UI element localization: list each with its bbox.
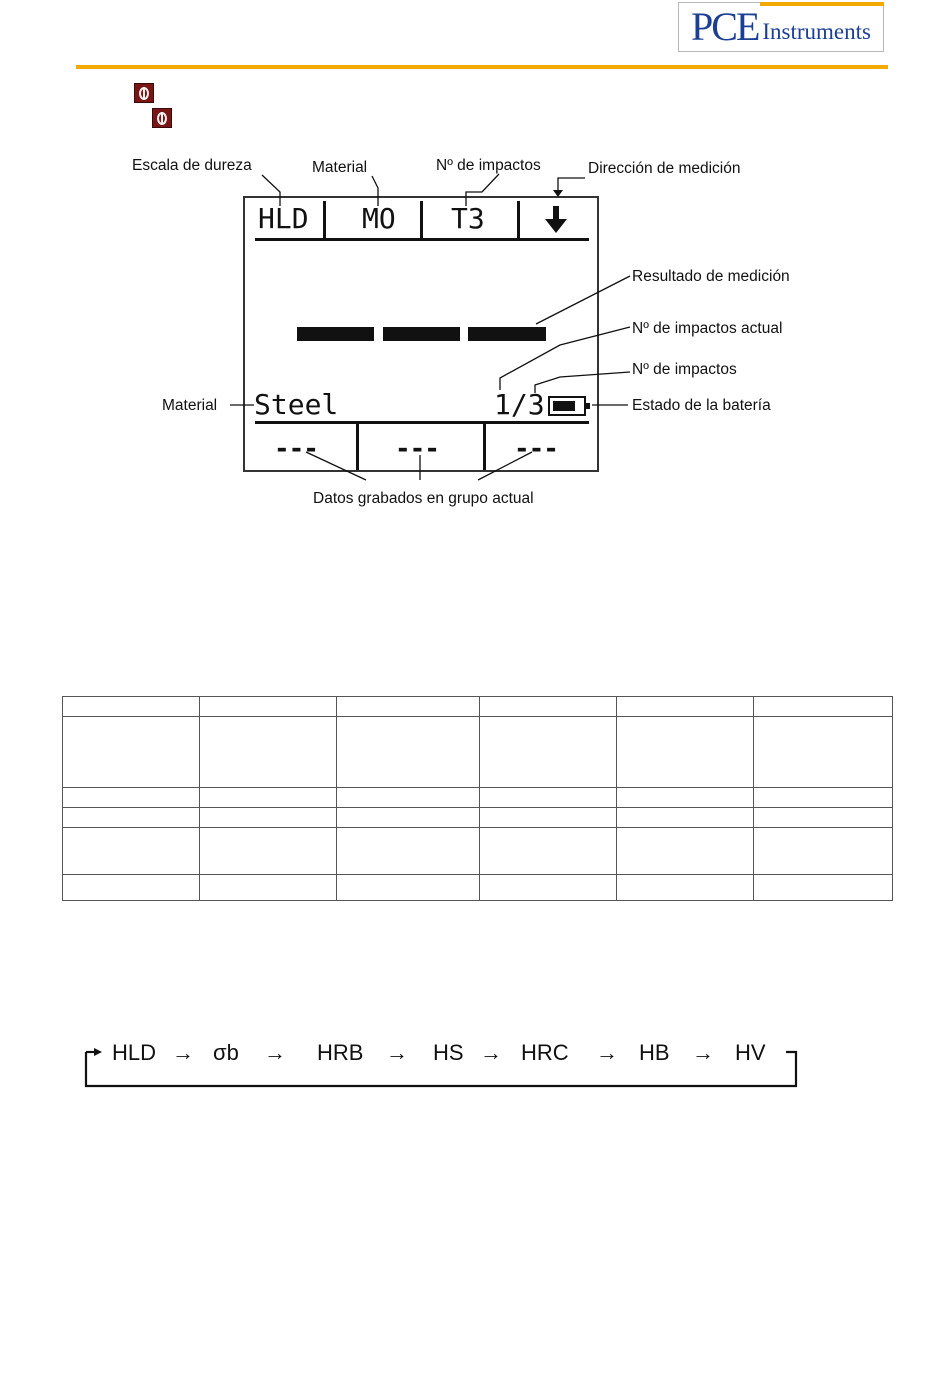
lcd-impacts-code: T3	[451, 202, 485, 235]
cycle-arrow: →	[172, 1040, 194, 1065]
logo-mark: PCE	[691, 4, 759, 49]
logo-wordmark: Instruments	[762, 18, 871, 44]
table-row	[63, 808, 893, 828]
lcd-impact-count: 1/3	[494, 388, 545, 421]
lcd-material-code: MO	[362, 202, 396, 235]
table-row	[63, 697, 893, 717]
diagram-leader-lines	[0, 0, 950, 520]
table-row	[63, 788, 893, 808]
scale-item-hrb: HRB	[317, 1040, 364, 1065]
cycle-arrow: →	[386, 1040, 408, 1065]
label-hardness-scale: Escala de dureza	[132, 157, 252, 174]
empty-table	[62, 696, 893, 901]
label-direction: Dirección de medición	[588, 160, 741, 177]
label-result: Resultado de medición	[632, 268, 790, 285]
label-recorded-data: Datos grabados en grupo actual	[313, 490, 534, 507]
table-row	[63, 717, 893, 788]
label-battery: Estado de la batería	[632, 397, 771, 414]
table-row	[63, 875, 893, 901]
scale-item-hb: HB	[639, 1040, 670, 1065]
cycle-arrow: →	[480, 1040, 502, 1065]
label-material-left: Material	[162, 397, 218, 414]
label-impacts-right: Nº de impactos	[632, 361, 737, 378]
cycle-arrow: →	[596, 1040, 618, 1065]
recorded-value-3: ---	[514, 434, 558, 464]
scale-item-sigma-b: σb	[213, 1040, 239, 1065]
label-impacts-top: Nº de impactos	[436, 157, 541, 174]
label-current-impacts: Nº de impactos actual	[632, 320, 783, 337]
recorded-value-1: ---	[274, 434, 318, 464]
scale-item-hrc: HRC	[521, 1040, 569, 1065]
scale-item-hld: HLD	[112, 1040, 157, 1065]
table-row	[63, 828, 893, 875]
scale-item-hs: HS	[433, 1040, 464, 1065]
cycle-arrow: →	[264, 1040, 286, 1065]
cycle-arrow: →	[692, 1040, 714, 1065]
label-material-top: Material	[312, 159, 368, 176]
lcd-scale-value: HLD	[258, 202, 309, 235]
lcd-material-name: Steel	[254, 388, 339, 421]
recorded-value-2: ---	[395, 434, 439, 464]
scale-item-hv: HV	[735, 1040, 766, 1065]
